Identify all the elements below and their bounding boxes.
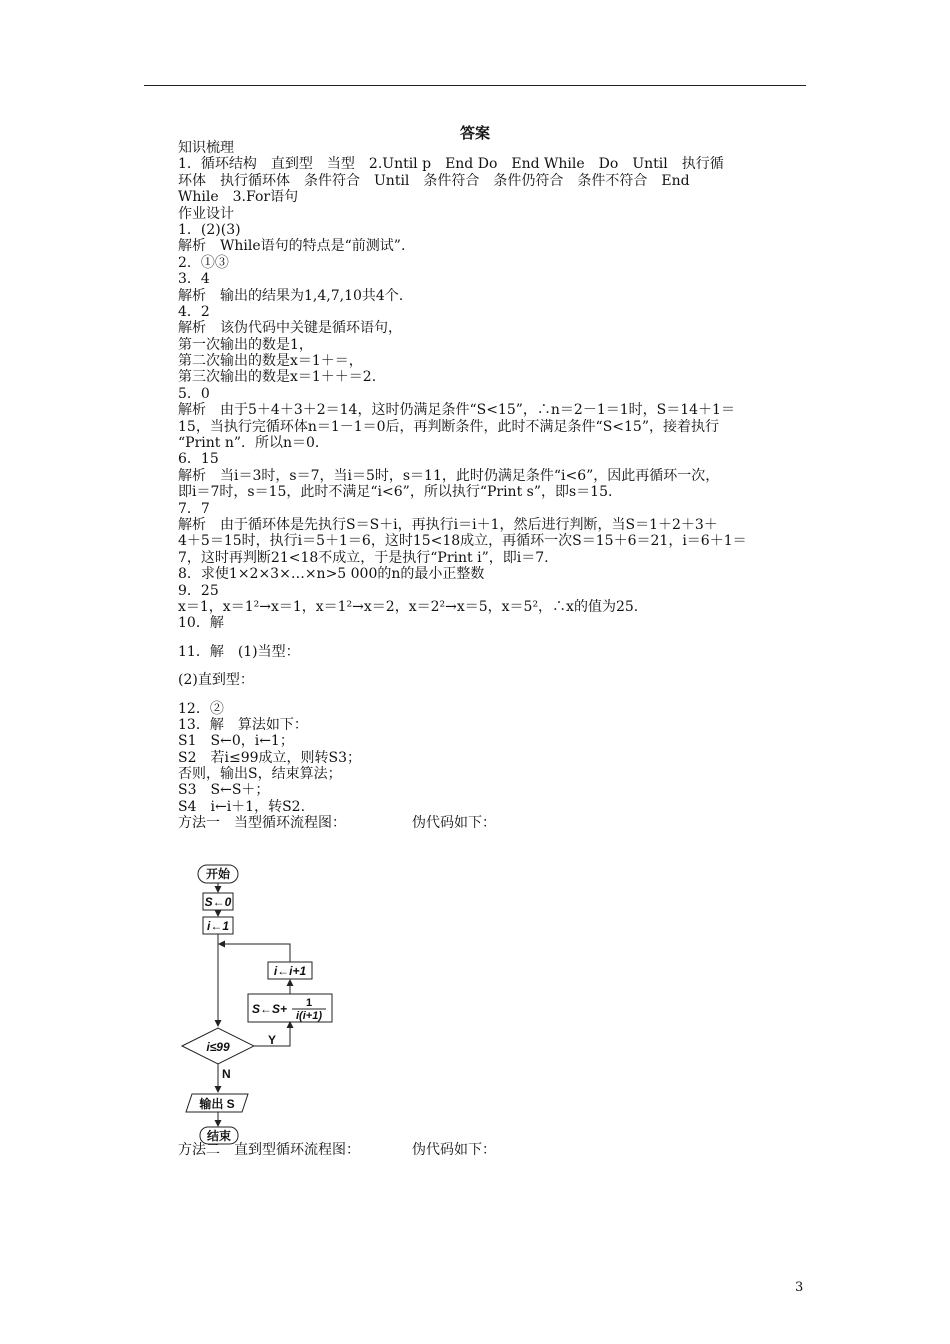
answer-line: 解析 由于循环体是先执行S＝S＋i，再执行i＝i＋1，然后进行判断，当S＝1＋2＋3＋ (178, 516, 718, 533)
fraction-numerator: 1 (305, 997, 313, 1009)
answer-line: 4．2 (178, 303, 210, 320)
answer-line: 环体 执行循环体 条件符合 Until 条件符合 条件仍符合 条件不符合 End (178, 172, 690, 189)
start-label: 开始 (205, 867, 231, 881)
answer-line: 作业设计 (178, 205, 234, 222)
method-one-label: 方法一 当型循环流程图： (178, 815, 346, 832)
end-label: 结束 (206, 1129, 232, 1143)
answer-line: 第三次输出的数是x＝1＋＋＝2. (178, 369, 377, 386)
answer-line: 1．循环结构 直到型 当型 2.Until p End Do End While Do Until 执行循 (178, 156, 724, 173)
answer-line: 15，当执行完循环体n＝1－1＝0后，再判断条件，此时不满足条件“S<15”，接着执行 (178, 418, 720, 435)
answer-line: 解析 由于5＋4＋3＋2＝14，这时仍满足条件“S<15”，∴n＝2－1＝1时，S＝14＋1＝ (178, 402, 735, 419)
answer-line: 知识梳理 (178, 140, 234, 156)
answer-line: 5．0 (178, 385, 210, 402)
method-two-label: 方法二 直到型循环流程图： (178, 1142, 360, 1158)
yes-label: Y (268, 1033, 277, 1047)
answer-line: 13．解 算法如下： (178, 716, 308, 733)
while-loop-flowchart (176, 862, 356, 1150)
condition-label: i≤99 (206, 1040, 230, 1054)
answer-line: 第一次输出的数是1， (178, 336, 313, 353)
answer-line: 4＋5＝15时，执行i＝5＋1＝6，这时15<18成立，再循环一次S＝15＋6＝21，i＝6＋1＝ (178, 533, 747, 550)
method-two-block (178, 1142, 810, 1158)
answer-line: “Print n”．所以n＝0. (178, 435, 320, 452)
answer-line: 10．解 (178, 615, 224, 632)
method-one-code-label: 伪代码如下： (412, 815, 496, 832)
s-init-label: S←0 (204, 895, 232, 909)
answer-line: 8．求使1×2×3×…×n>5 000的n的最小正整数 (178, 566, 485, 583)
s-update-label: S←S+ (252, 1002, 288, 1016)
answer-line: 解析 While语句的特点是“前测试”. (178, 238, 406, 255)
answer-line: 7，这时再判断21<18不成立，于是执行“Print i”，即i＝7. (178, 549, 549, 566)
answer-line: 7．7 (178, 500, 210, 517)
output-label: 输出 S (199, 1097, 235, 1111)
answer-line: S4 i←i＋1，转S2. (178, 798, 306, 815)
answer-line: 11．解 (1)当型： (178, 643, 300, 660)
answer-line: S2 若i≤99成立，则转S3； (178, 749, 362, 766)
answer-line: 即i＝7时，s＝15，此时不满足“i<6”，所以执行“Print s”，即s＝15. (178, 484, 613, 501)
method-two-code-label: 伪代码如下： (412, 1142, 496, 1158)
method-two-line (178, 1142, 810, 1158)
answer-line: 3．4 (178, 271, 210, 288)
answer-line: 否则，输出S，结束算法； (178, 766, 342, 783)
page-number: 3 (795, 1280, 804, 1295)
answer-line: S3 S←S＋； (178, 782, 270, 799)
answer-line: 解析 输出的结果为1,4,7,10共4个. (178, 287, 404, 304)
answer-line: 12．② (178, 700, 224, 717)
i-init-label: i←1 (206, 919, 230, 933)
answer-line: 6．15 (178, 451, 219, 468)
answer-line: 9．25 (178, 582, 219, 599)
answer-line: 1．(2)(3) (178, 221, 241, 238)
answer-title: 答案 (459, 124, 490, 142)
fraction-denominator: i(i+1) (296, 1010, 322, 1022)
header-rule (144, 85, 806, 86)
answer-line: (2)直到型： (178, 672, 254, 689)
answer-body (178, 140, 810, 832)
answer-line: 解析 该伪代码中关键是循环语句， (178, 320, 402, 337)
answer-line: 2．①③ (178, 254, 229, 271)
answer-line: 解析 当i＝3时，s＝7，当i＝5时，s＝11，此时仍满足条件“i<6”，因此再循环一次， (178, 467, 720, 484)
answer-line: S1 S←0，i←1； (178, 733, 294, 750)
answer-line: 第二次输出的数是x＝1＋＝， (178, 353, 363, 370)
answer-line: x＝1，x＝1²→x＝1，x＝1²→x＝2，x＝2²→x＝5，x＝5²，∴x的值为25. (178, 598, 639, 615)
no-label: N (222, 1067, 231, 1081)
method-one-line (178, 815, 810, 831)
answer-line: While 3.For语句 (178, 189, 299, 206)
i-update-label: i←i+1 (273, 964, 307, 978)
